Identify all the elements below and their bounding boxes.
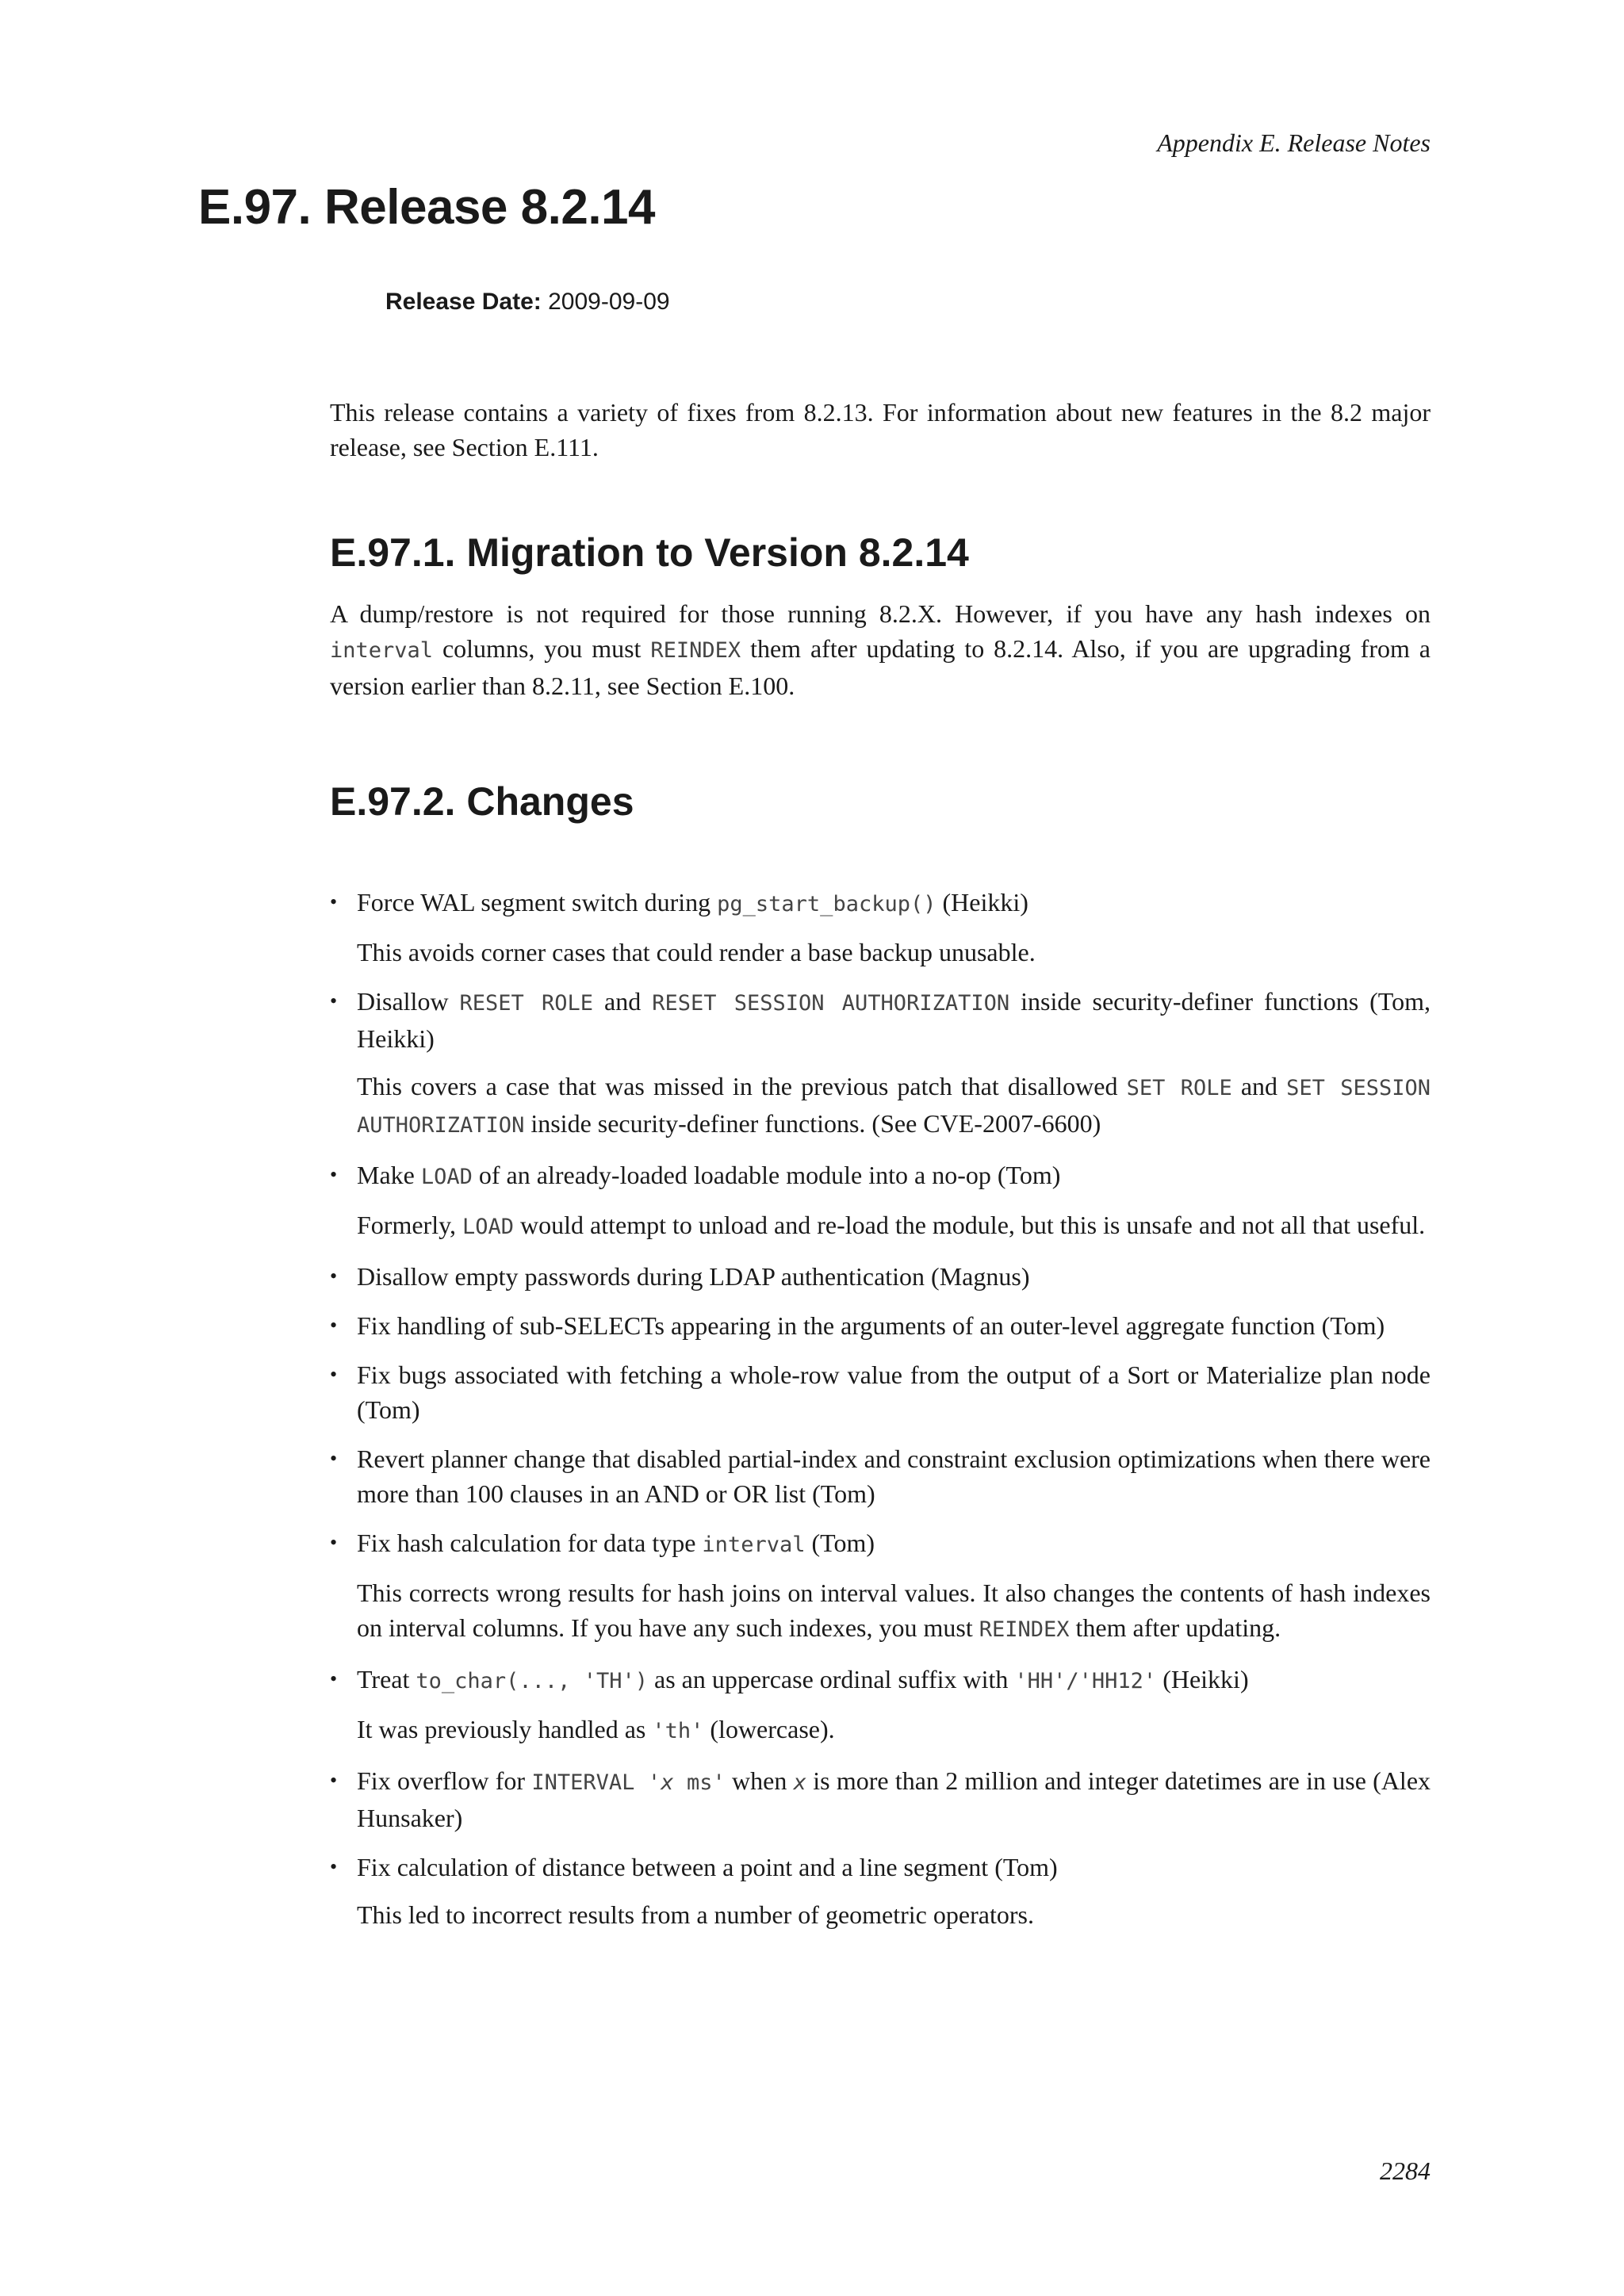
changes-heading: E.97.2. Changes — [330, 779, 634, 824]
note-text: them after updating. — [1069, 1613, 1281, 1642]
item-text: Fix overflow for — [357, 1766, 532, 1795]
changes-list — [330, 885, 1431, 1932]
item-code: LOAD — [420, 1165, 473, 1189]
note-code: REINDEX — [979, 1617, 1070, 1642]
item-text: Treat — [357, 1665, 416, 1693]
item-code: to_char(..., 'TH') — [416, 1669, 648, 1693]
intro-paragraph — [330, 395, 1431, 465]
release-date-value: 2009-09-09 — [548, 289, 670, 315]
list-item — [330, 885, 1431, 970]
page-number: 2284 — [1380, 2156, 1431, 2185]
item-code: pg_start_backup() — [717, 892, 936, 916]
item-text: of an already-loaded loadable module into a no-op (Tom) — [472, 1161, 1061, 1189]
chapter-title: E.97. Release 8.2.14 — [198, 180, 656, 235]
note-text: would attempt to unload and re-load the module, but this is unsafe and not all that useful. — [514, 1211, 1426, 1239]
migration-code-interval: interval — [330, 638, 434, 663]
note-text: and — [1231, 1072, 1287, 1100]
item-note — [357, 1207, 1431, 1245]
item-text: Make — [357, 1161, 421, 1189]
item-text: Force WAL segment switch during — [357, 888, 718, 916]
list-item — [330, 984, 1431, 1143]
item-code: ms' — [673, 1770, 726, 1795]
migration-paragraph — [330, 596, 1431, 703]
item-text: (Heikki) — [936, 888, 1028, 916]
note-text: inside security-definer functions. (See CVE-2007-6600) — [524, 1109, 1101, 1138]
item-text: • Fix calculation of distance between a point and a line segment (Tom) — [357, 1853, 1058, 1881]
item-text: (Heikki) — [1156, 1665, 1249, 1693]
item-code: RESET ROLE — [459, 991, 594, 1016]
item-note — [357, 1069, 1431, 1143]
item-code: RESET SESSION AUTHORIZATION — [652, 991, 1010, 1016]
migration-code-reindex: REINDEX — [650, 638, 741, 663]
item-text: is more than 2 million and integer datetimes are in use (Alex Hunsaker) — [357, 1766, 1431, 1832]
list-item — [330, 1850, 1431, 1932]
item-text: as an uppercase ordinal suffix with — [647, 1665, 1015, 1693]
item-code-italic: x — [793, 1770, 806, 1795]
item-note: This led to incorrect results from a number of geometric operators. — [357, 1900, 1034, 1929]
item-note — [357, 1575, 1431, 1647]
list-item — [330, 1259, 1431, 1294]
migration-heading: E.97.1. Migration to Version 8.2.14 — [330, 530, 969, 575]
note-text: This covers a case that was missed in the previous patch that disallowed — [357, 1072, 1127, 1100]
item-text: Fix hash calculation for data type — [357, 1529, 703, 1557]
list-item — [330, 1525, 1431, 1647]
list-item — [330, 1662, 1431, 1749]
list-item — [330, 1158, 1431, 1245]
intro-text: This release contains a variety of fixes from 8.2.13. For information about new features in the 8.2 major release, see Section E.111. — [330, 398, 1431, 461]
note-code: SET SESSION AUTHORIZATION — [357, 1076, 1431, 1138]
note-text: It was previously handled as — [357, 1715, 653, 1743]
item-note: This avoids corner cases that could render a base backup unusable. — [357, 938, 1036, 966]
item-note — [357, 1712, 1431, 1749]
item-code-italic: x — [661, 1770, 674, 1795]
migration-text-2: columns, you must — [433, 634, 651, 663]
item-text: Disallow — [357, 987, 460, 1016]
release-date — [385, 289, 670, 316]
item-text: • Fix bugs associated with fetching a whole-row value from the output of a Sort or Materialize plan node (Tom) — [357, 1360, 1431, 1424]
item-code: 'HH'/'HH12' — [1014, 1669, 1157, 1693]
item-text: • Revert planner change that disabled partial-index and constraint exclusion optimizations when there were more than 100 clauses in an AND or OR list (Tom) — [357, 1445, 1431, 1508]
running-header: Appendix E. Release Notes — [1157, 128, 1431, 157]
release-date-label: Release Date: — [385, 289, 542, 315]
list-item — [330, 1441, 1431, 1511]
list-item — [330, 1308, 1431, 1343]
list-item — [330, 1357, 1431, 1427]
item-text: • Disallow empty passwords during LDAP authentication (Magnus) — [357, 1262, 1030, 1291]
note-text: (lowercase). — [703, 1715, 835, 1743]
note-text: This corrects wrong results for hash joins on interval values. It also changes the contents of hash indexes on interval columns. If you have any such indexes, you must — [357, 1578, 1431, 1642]
note-code: SET ROLE — [1126, 1076, 1232, 1100]
note-code: 'th' — [652, 1719, 704, 1743]
item-text: inside security-definer functions (Tom, Heikki) — [357, 987, 1431, 1053]
changes-list-container — [330, 885, 1431, 1946]
list-item — [330, 1763, 1431, 1835]
item-text: when — [725, 1766, 794, 1795]
item-code: INTERVAL ' — [531, 1770, 661, 1795]
item-text: and — [593, 987, 653, 1016]
item-text: (Tom) — [805, 1529, 875, 1557]
item-code: interval — [702, 1533, 806, 1557]
migration-text-3: them after updating to 8.2.14. Also, if you are upgrading from a version earlier than 8.2.11, see Section E.100. — [330, 634, 1431, 700]
note-text: Formerly, — [357, 1211, 463, 1239]
migration-text-1: A dump/restore is not required for those running 8.2.X. However, if you have any hash indexes on — [330, 599, 1431, 628]
note-code: LOAD — [462, 1215, 515, 1239]
item-text: • Fix handling of sub-SELECTs appearing in the arguments of an outer-level aggregate function (Tom) — [357, 1311, 1385, 1340]
